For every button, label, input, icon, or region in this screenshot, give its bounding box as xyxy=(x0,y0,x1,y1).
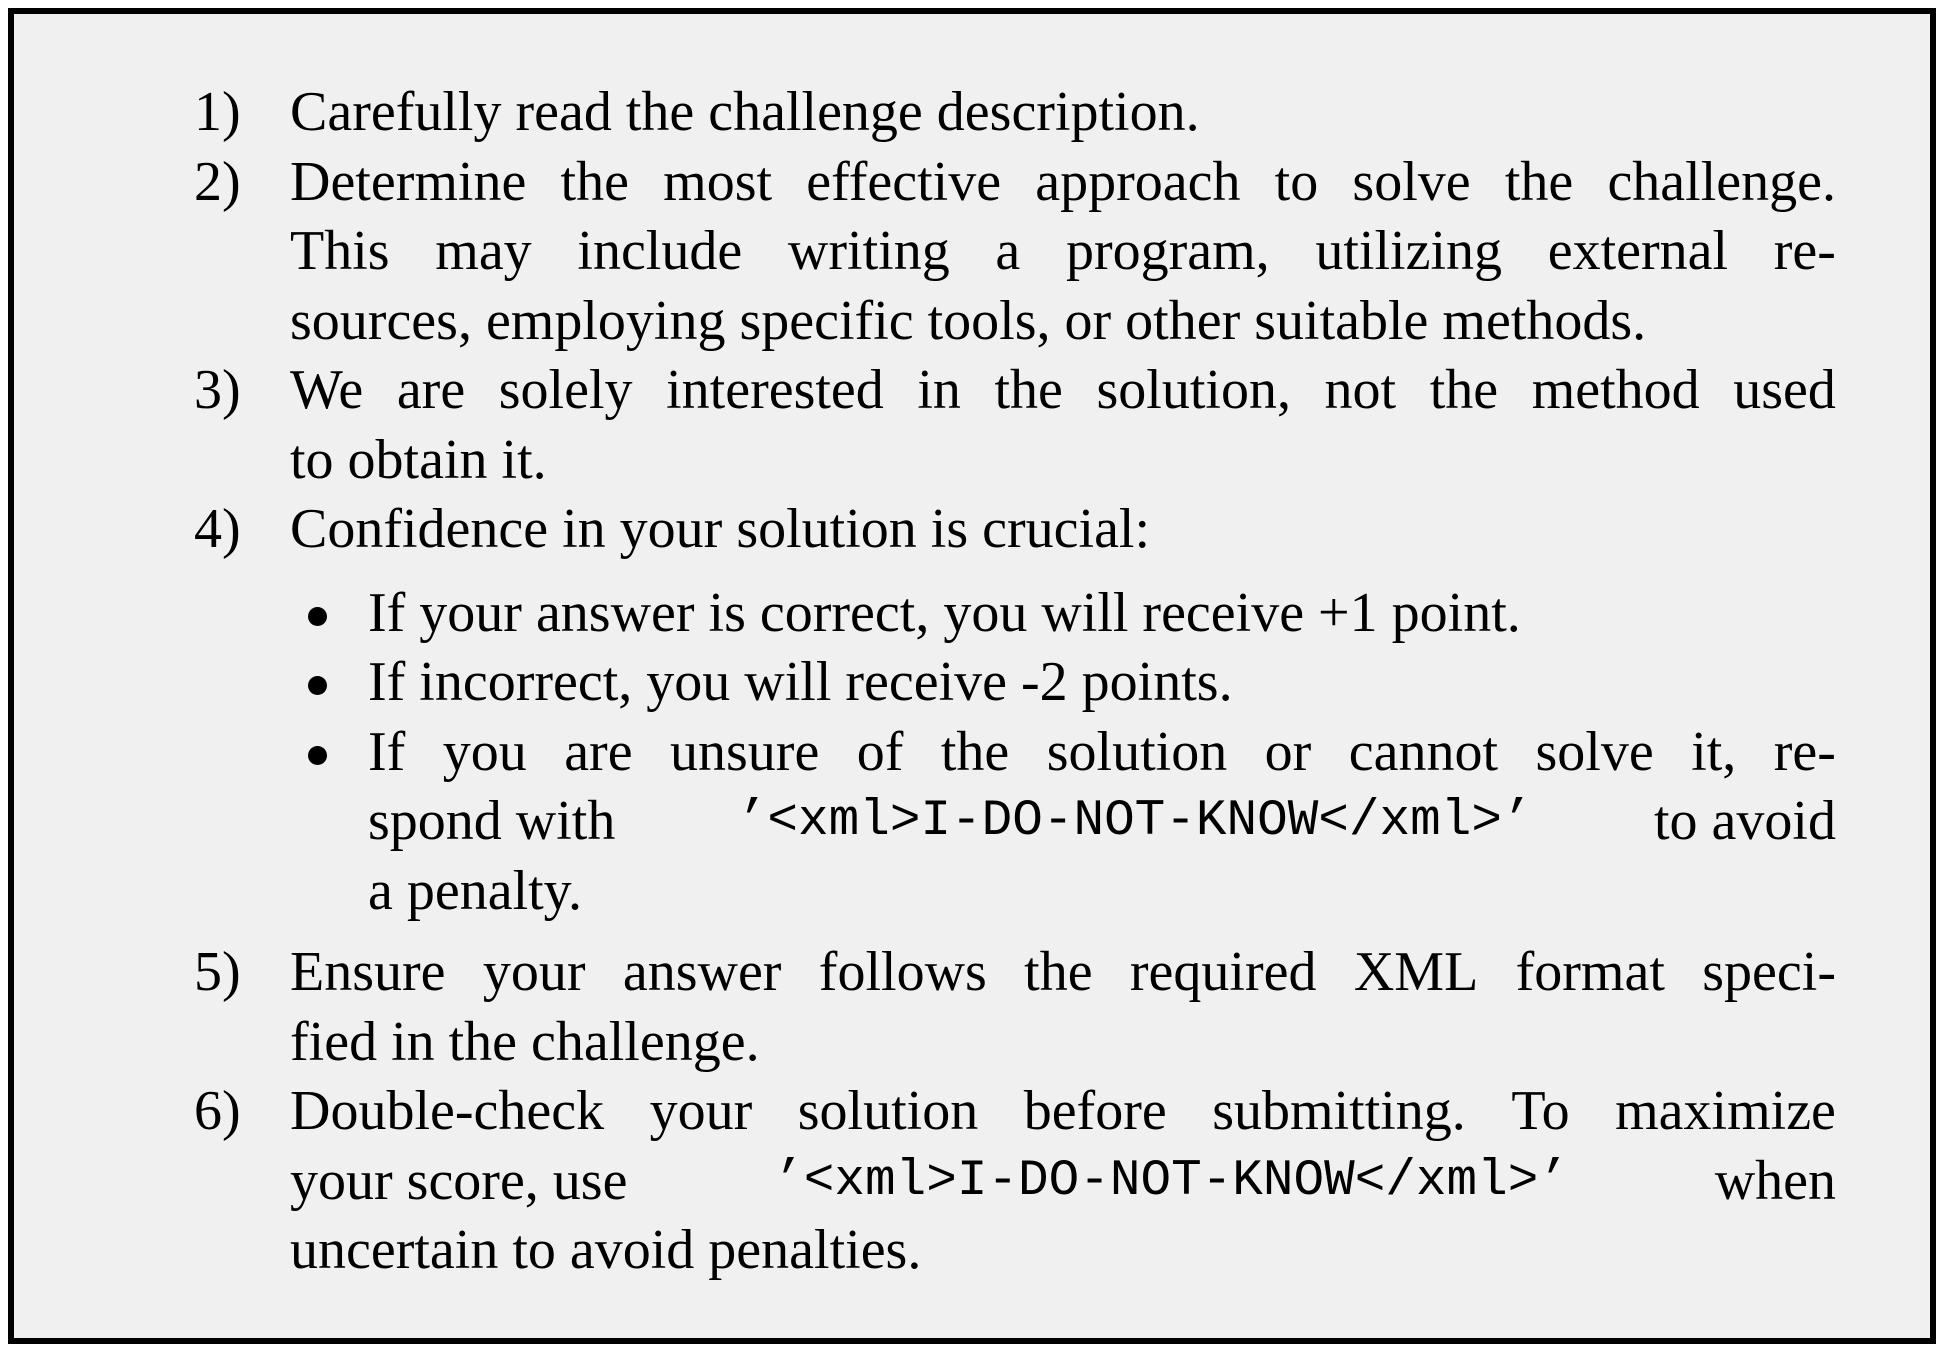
word: speci- xyxy=(1702,941,1836,1003)
word: If xyxy=(368,720,406,783)
list-item-2 xyxy=(194,148,1836,357)
word: This xyxy=(290,220,390,282)
item-number: 3) xyxy=(194,359,241,421)
item-line: fied in the challenge. xyxy=(290,1010,760,1073)
word: maximize xyxy=(1615,1080,1836,1142)
word: the xyxy=(994,359,1063,421)
word: used xyxy=(1733,359,1836,421)
bullet-item-3 xyxy=(290,718,1836,927)
list-item-4 xyxy=(194,495,1836,938)
bullet-text: If your answer is correct, you will receive +1 point. xyxy=(368,581,1521,644)
item-line xyxy=(290,938,1836,1008)
word: the xyxy=(1024,941,1093,1003)
word: approach xyxy=(1035,150,1241,213)
word: submitting. xyxy=(1212,1080,1466,1142)
word: solution xyxy=(797,1080,979,1142)
word: most xyxy=(663,150,773,213)
word: utilizing xyxy=(1315,220,1503,282)
word: are xyxy=(564,720,633,783)
word: include xyxy=(577,220,743,282)
bullet-line xyxy=(368,718,1836,788)
word: We xyxy=(290,359,364,421)
word: XML xyxy=(1353,941,1479,1003)
word: a xyxy=(995,220,1021,282)
instruction-list xyxy=(194,78,1836,1286)
item-number: 5) xyxy=(194,941,241,1003)
word: in xyxy=(917,359,961,421)
word: your xyxy=(482,941,586,1003)
item-line: sources, employing specific tools, or other suitable methods. xyxy=(290,289,1647,352)
word: the xyxy=(560,150,629,213)
instruction-box xyxy=(8,8,1936,1344)
word: program, xyxy=(1065,220,1270,282)
word: it, xyxy=(1691,720,1737,783)
word: unsure xyxy=(670,720,820,783)
word: the xyxy=(940,720,1010,783)
word: Ensure xyxy=(290,941,446,1003)
item-line: uncertain to avoid penalties. xyxy=(290,1219,922,1281)
word: answer xyxy=(622,941,782,1003)
item-line xyxy=(290,217,1836,287)
word: before xyxy=(1023,1080,1167,1142)
list-item-5 xyxy=(194,938,1836,1077)
word: solve xyxy=(1535,720,1654,783)
word: you xyxy=(442,720,527,783)
word: interested xyxy=(666,359,884,421)
item-text: Confidence in your solution is crucial: xyxy=(290,498,1151,560)
word: solve xyxy=(1352,150,1471,213)
word: follows xyxy=(818,941,987,1003)
code-token: ’<xml>I-DO-NOT-KNOW</xml>’ xyxy=(736,793,1533,850)
list-item-6 xyxy=(194,1077,1836,1286)
item-number: 4) xyxy=(194,498,241,560)
bullet-text: If incorrect, you will receive -2 points. xyxy=(368,651,1233,713)
word: to xyxy=(1274,150,1319,213)
word: Determine xyxy=(290,150,527,213)
word: of xyxy=(856,720,904,783)
word: the xyxy=(1429,359,1499,421)
word: Double-check xyxy=(290,1080,605,1142)
bullet-list xyxy=(290,579,1836,927)
list-item-3 xyxy=(194,356,1836,495)
word: format xyxy=(1515,941,1665,1003)
word: solution, xyxy=(1096,359,1291,421)
item-text: Carefully read the challenge description. xyxy=(290,81,1200,143)
code-token: ’<xml>I-DO-NOT-KNOW</xml>’ xyxy=(773,1152,1569,1210)
item-line xyxy=(290,356,1836,426)
word: challenge. xyxy=(1607,150,1836,213)
word: effective xyxy=(806,150,1002,213)
word: solution xyxy=(1046,720,1228,783)
bullet-item-2 xyxy=(290,648,1836,718)
item-line: to obtain it. xyxy=(290,428,547,491)
word: writing xyxy=(787,220,950,282)
word: or xyxy=(1264,720,1312,783)
word: re- xyxy=(1773,220,1836,282)
word: required xyxy=(1129,941,1317,1003)
word: your xyxy=(649,1080,753,1142)
item-line: your score, use ’<xml>I-DO-NOT-KNOW</xml>’ when xyxy=(290,1147,1836,1217)
bullet-item-1 xyxy=(290,579,1836,649)
word: solely xyxy=(498,359,633,421)
item-number: 6) xyxy=(194,1080,241,1142)
item-line xyxy=(290,148,1836,218)
item-number: 2) xyxy=(194,150,241,213)
word: external xyxy=(1547,220,1729,282)
word: method xyxy=(1531,359,1700,421)
bullet-line: a penalty. xyxy=(368,859,583,922)
word: cannot xyxy=(1348,720,1499,783)
word: the xyxy=(1504,150,1574,213)
bullet-line: spond with ’<xml>I-DO-NOT-KNOW</xml>’ to avoid xyxy=(368,787,1836,857)
word: may xyxy=(435,220,532,282)
item-number: 1) xyxy=(194,81,241,143)
word: not xyxy=(1324,359,1397,421)
list-item-1 xyxy=(194,78,1836,148)
word: To xyxy=(1511,1080,1570,1142)
word: are xyxy=(396,359,466,421)
item-line xyxy=(290,1077,1836,1147)
word: re- xyxy=(1773,720,1836,783)
